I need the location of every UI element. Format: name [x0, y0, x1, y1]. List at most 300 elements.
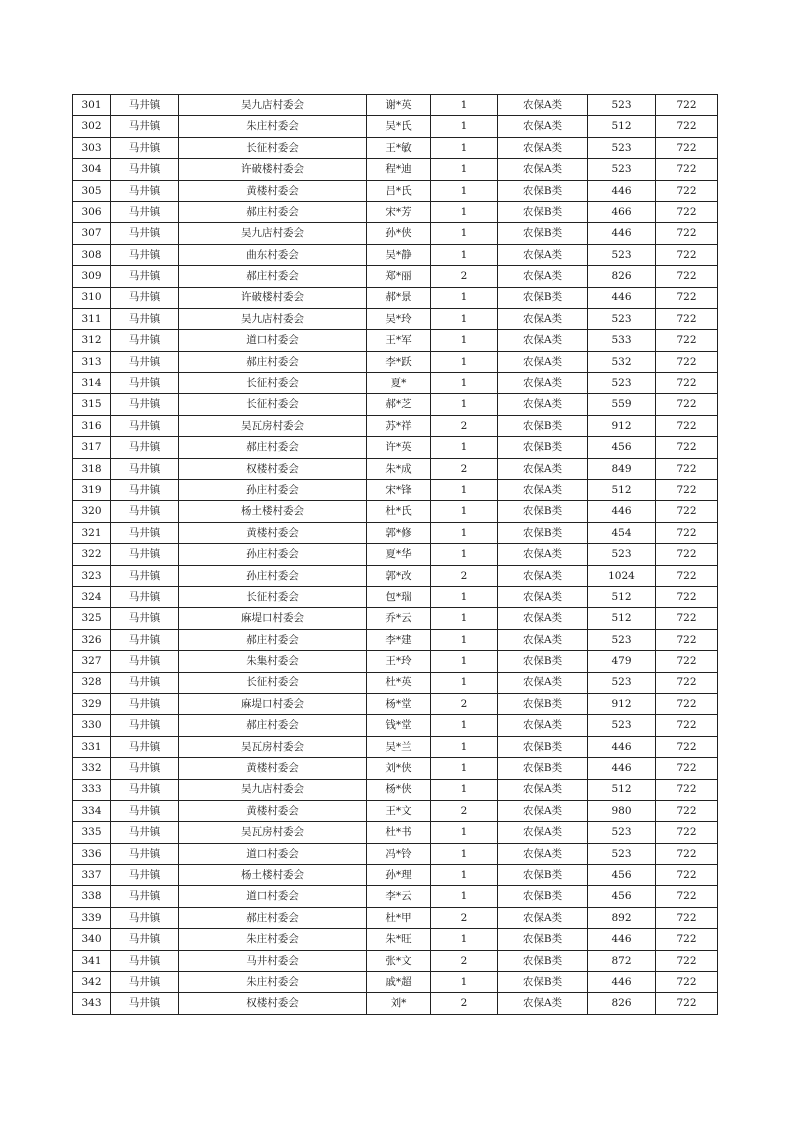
standard-cell: 722	[656, 972, 718, 993]
amount-cell: 446	[588, 223, 656, 244]
table-row	[73, 779, 718, 800]
insurance-category-cell: 农保A类	[498, 672, 588, 693]
town-cell: 马井镇	[111, 565, 179, 586]
amount-cell: 523	[588, 544, 656, 565]
household-count-cell: 1	[431, 201, 498, 222]
standard-cell: 722	[656, 116, 718, 137]
standard-cell: 722	[656, 501, 718, 522]
insurance-category-cell: 农保B类	[498, 950, 588, 971]
insurance-category-cell: 农保B类	[498, 886, 588, 907]
table-row	[73, 586, 718, 607]
town-cell: 马井镇	[111, 843, 179, 864]
row-number-cell: 320	[73, 501, 111, 522]
insurance-category-cell: 农保A类	[498, 843, 588, 864]
standard-cell: 722	[656, 693, 718, 714]
village-committee-cell: 长征村委会	[179, 586, 367, 607]
row-number-cell: 307	[73, 223, 111, 244]
amount-cell: 912	[588, 693, 656, 714]
row-number-cell: 334	[73, 800, 111, 821]
household-count-cell: 1	[431, 180, 498, 201]
row-number-cell: 309	[73, 266, 111, 287]
household-count-cell: 1	[431, 116, 498, 137]
household-count-cell: 2	[431, 565, 498, 586]
town-cell: 马井镇	[111, 651, 179, 672]
household-count-cell: 1	[431, 373, 498, 394]
village-committee-cell: 长征村委会	[179, 394, 367, 415]
village-committee-cell: 朱庄村委会	[179, 116, 367, 137]
table-row	[73, 865, 718, 886]
person-name-cell: 钱*堂	[367, 715, 431, 736]
row-number-cell: 319	[73, 480, 111, 501]
row-number-cell: 304	[73, 159, 111, 180]
standard-cell: 722	[656, 586, 718, 607]
insurance-category-cell: 农保A类	[498, 266, 588, 287]
village-committee-cell: 吴瓦房村委会	[179, 415, 367, 436]
village-committee-cell: 杨土楼村委会	[179, 501, 367, 522]
village-committee-cell: 朱庄村委会	[179, 972, 367, 993]
household-count-cell: 2	[431, 415, 498, 436]
row-number-cell: 336	[73, 843, 111, 864]
insurance-category-cell: 农保A类	[498, 779, 588, 800]
table-row	[73, 629, 718, 650]
town-cell: 马井镇	[111, 993, 179, 1014]
person-name-cell: 朱*成	[367, 458, 431, 479]
amount-cell: 559	[588, 394, 656, 415]
amount-cell: 980	[588, 800, 656, 821]
standard-cell: 722	[656, 886, 718, 907]
table-row	[73, 929, 718, 950]
town-cell: 马井镇	[111, 608, 179, 629]
insurance-category-cell: 农保A类	[498, 95, 588, 116]
household-count-cell: 2	[431, 907, 498, 928]
household-count-cell: 1	[431, 223, 498, 244]
village-committee-cell: 吴九店村委会	[179, 308, 367, 329]
town-cell: 马井镇	[111, 330, 179, 351]
village-committee-cell: 权楼村委会	[179, 993, 367, 1014]
amount-cell: 892	[588, 907, 656, 928]
household-count-cell: 1	[431, 95, 498, 116]
row-number-cell: 332	[73, 758, 111, 779]
insurance-category-cell: 农保B类	[498, 758, 588, 779]
village-committee-cell: 权楼村委会	[179, 458, 367, 479]
village-committee-cell: 许破楼村委会	[179, 287, 367, 308]
town-cell: 马井镇	[111, 351, 179, 372]
table-row	[73, 458, 718, 479]
table-row	[73, 950, 718, 971]
person-name-cell: 宋*芳	[367, 201, 431, 222]
town-cell: 马井镇	[111, 437, 179, 458]
standard-cell: 722	[656, 865, 718, 886]
town-cell: 马井镇	[111, 223, 179, 244]
row-number-cell: 340	[73, 929, 111, 950]
town-cell: 马井镇	[111, 137, 179, 158]
household-count-cell: 1	[431, 137, 498, 158]
household-count-cell: 1	[431, 244, 498, 265]
person-name-cell: 戚*超	[367, 972, 431, 993]
insurance-category-cell: 农保A类	[498, 800, 588, 821]
standard-cell: 722	[656, 201, 718, 222]
person-name-cell: 吴*静	[367, 244, 431, 265]
household-count-cell: 1	[431, 480, 498, 501]
amount-cell: 872	[588, 950, 656, 971]
table-row	[73, 843, 718, 864]
person-name-cell: 郭*改	[367, 565, 431, 586]
table-row	[73, 116, 718, 137]
standard-cell: 722	[656, 159, 718, 180]
amount-cell: 466	[588, 201, 656, 222]
person-name-cell: 杜*甲	[367, 907, 431, 928]
standard-cell: 722	[656, 758, 718, 779]
town-cell: 马井镇	[111, 800, 179, 821]
amount-cell: 446	[588, 287, 656, 308]
standard-cell: 722	[656, 480, 718, 501]
insurance-category-cell: 农保A类	[498, 458, 588, 479]
amount-cell: 523	[588, 672, 656, 693]
amount-cell: 512	[588, 116, 656, 137]
amount-cell: 446	[588, 180, 656, 201]
insurance-category-cell: 农保B类	[498, 651, 588, 672]
table-row	[73, 565, 718, 586]
village-committee-cell: 郝庄村委会	[179, 266, 367, 287]
village-committee-cell: 麻堤口村委会	[179, 693, 367, 714]
standard-cell: 722	[656, 651, 718, 672]
row-number-cell: 324	[73, 586, 111, 607]
village-committee-cell: 杨土楼村委会	[179, 865, 367, 886]
table-row	[73, 651, 718, 672]
household-count-cell: 1	[431, 437, 498, 458]
person-name-cell: 刘*	[367, 993, 431, 1014]
standard-cell: 722	[656, 800, 718, 821]
person-name-cell: 郑*丽	[367, 266, 431, 287]
insurance-category-cell: 农保A类	[498, 137, 588, 158]
amount-cell: 523	[588, 308, 656, 329]
insurance-category-cell: 农保A类	[498, 373, 588, 394]
household-count-cell: 1	[431, 651, 498, 672]
town-cell: 马井镇	[111, 95, 179, 116]
amount-cell: 912	[588, 415, 656, 436]
table-row	[73, 330, 718, 351]
amount-cell: 523	[588, 843, 656, 864]
village-committee-cell: 长征村委会	[179, 137, 367, 158]
household-count-cell: 1	[431, 330, 498, 351]
standard-cell: 722	[656, 95, 718, 116]
town-cell: 马井镇	[111, 972, 179, 993]
village-committee-cell: 曲东村委会	[179, 244, 367, 265]
town-cell: 马井镇	[111, 415, 179, 436]
table-row	[73, 159, 718, 180]
insurance-category-cell: 农保B类	[498, 522, 588, 543]
row-number-cell: 310	[73, 287, 111, 308]
amount-cell: 523	[588, 159, 656, 180]
standard-cell: 722	[656, 223, 718, 244]
row-number-cell: 323	[73, 565, 111, 586]
person-name-cell: 吴*玲	[367, 308, 431, 329]
insurance-category-cell: 农保A类	[498, 822, 588, 843]
standard-cell: 722	[656, 608, 718, 629]
row-number-cell: 338	[73, 886, 111, 907]
standard-cell: 722	[656, 287, 718, 308]
person-name-cell: 谢*英	[367, 95, 431, 116]
town-cell: 马井镇	[111, 865, 179, 886]
town-cell: 马井镇	[111, 201, 179, 222]
household-count-cell: 2	[431, 800, 498, 821]
person-name-cell: 李*建	[367, 629, 431, 650]
table-row	[73, 437, 718, 458]
person-name-cell: 郝*景	[367, 287, 431, 308]
person-name-cell: 郝*芝	[367, 394, 431, 415]
insurance-category-cell: 农保A类	[498, 715, 588, 736]
town-cell: 马井镇	[111, 929, 179, 950]
standard-cell: 722	[656, 993, 718, 1014]
village-committee-cell: 吴九店村委会	[179, 223, 367, 244]
person-name-cell: 程*迪	[367, 159, 431, 180]
person-name-cell: 杜*书	[367, 822, 431, 843]
row-number-cell: 312	[73, 330, 111, 351]
village-committee-cell: 黄楼村委会	[179, 522, 367, 543]
standard-cell: 722	[656, 565, 718, 586]
town-cell: 马井镇	[111, 950, 179, 971]
household-count-cell: 1	[431, 779, 498, 800]
table-row	[73, 137, 718, 158]
standard-cell: 722	[656, 458, 718, 479]
village-committee-cell: 朱集村委会	[179, 651, 367, 672]
row-number-cell: 331	[73, 736, 111, 757]
person-name-cell: 乔*云	[367, 608, 431, 629]
person-name-cell: 朱*旺	[367, 929, 431, 950]
row-number-cell: 327	[73, 651, 111, 672]
person-name-cell: 苏*祥	[367, 415, 431, 436]
person-name-cell: 吴*氏	[367, 116, 431, 137]
table-row	[73, 715, 718, 736]
person-name-cell: 杜*英	[367, 672, 431, 693]
table-row	[73, 993, 718, 1014]
standard-cell: 722	[656, 351, 718, 372]
household-count-cell: 1	[431, 972, 498, 993]
household-count-cell: 1	[431, 886, 498, 907]
town-cell: 马井镇	[111, 244, 179, 265]
household-count-cell: 2	[431, 993, 498, 1014]
household-count-cell: 1	[431, 544, 498, 565]
town-cell: 马井镇	[111, 159, 179, 180]
village-committee-cell: 马井村委会	[179, 950, 367, 971]
standard-cell: 722	[656, 629, 718, 650]
insurance-category-cell: 农保B类	[498, 929, 588, 950]
person-name-cell: 夏*	[367, 373, 431, 394]
table-row	[73, 608, 718, 629]
household-count-cell: 1	[431, 351, 498, 372]
person-name-cell: 李*云	[367, 886, 431, 907]
insurance-category-cell: 农保A类	[498, 586, 588, 607]
household-count-cell: 2	[431, 266, 498, 287]
village-committee-cell: 道口村委会	[179, 886, 367, 907]
household-count-cell: 1	[431, 608, 498, 629]
household-count-cell: 1	[431, 822, 498, 843]
row-number-cell: 322	[73, 544, 111, 565]
table-row	[73, 886, 718, 907]
amount-cell: 849	[588, 458, 656, 479]
town-cell: 马井镇	[111, 287, 179, 308]
town-cell: 马井镇	[111, 544, 179, 565]
standard-cell: 722	[656, 244, 718, 265]
amount-cell: 479	[588, 651, 656, 672]
amount-cell: 523	[588, 244, 656, 265]
table-row	[73, 480, 718, 501]
standard-cell: 722	[656, 137, 718, 158]
amount-cell: 1024	[588, 565, 656, 586]
row-number-cell: 326	[73, 629, 111, 650]
row-number-cell: 339	[73, 907, 111, 928]
insurance-category-cell: 农保B类	[498, 437, 588, 458]
amount-cell: 454	[588, 522, 656, 543]
person-name-cell: 刘*侠	[367, 758, 431, 779]
table-row	[73, 180, 718, 201]
row-number-cell: 316	[73, 415, 111, 436]
roster-table	[72, 94, 718, 1015]
table-row	[73, 373, 718, 394]
insurance-category-cell: 农保A类	[498, 244, 588, 265]
town-cell: 马井镇	[111, 736, 179, 757]
village-committee-cell: 道口村委会	[179, 843, 367, 864]
amount-cell: 523	[588, 137, 656, 158]
village-committee-cell: 长征村委会	[179, 373, 367, 394]
amount-cell: 456	[588, 865, 656, 886]
insurance-category-cell: 农保B类	[498, 201, 588, 222]
village-committee-cell: 道口村委会	[179, 330, 367, 351]
table-row	[73, 972, 718, 993]
row-number-cell: 311	[73, 308, 111, 329]
table-row	[73, 308, 718, 329]
table-row	[73, 758, 718, 779]
insurance-category-cell: 农保A类	[498, 993, 588, 1014]
row-number-cell: 314	[73, 373, 111, 394]
row-number-cell: 315	[73, 394, 111, 415]
amount-cell: 512	[588, 608, 656, 629]
village-committee-cell: 郝庄村委会	[179, 201, 367, 222]
table-row	[73, 244, 718, 265]
table-row	[73, 522, 718, 543]
amount-cell: 523	[588, 373, 656, 394]
village-committee-cell: 郝庄村委会	[179, 715, 367, 736]
standard-cell: 722	[656, 394, 718, 415]
village-committee-cell: 吴九店村委会	[179, 779, 367, 800]
person-name-cell: 夏*华	[367, 544, 431, 565]
town-cell: 马井镇	[111, 672, 179, 693]
household-count-cell: 1	[431, 394, 498, 415]
amount-cell: 456	[588, 437, 656, 458]
amount-cell: 512	[588, 779, 656, 800]
standard-cell: 722	[656, 437, 718, 458]
amount-cell: 456	[588, 886, 656, 907]
village-committee-cell: 郝庄村委会	[179, 907, 367, 928]
insurance-category-cell: 农保B类	[498, 972, 588, 993]
village-committee-cell: 朱庄村委会	[179, 929, 367, 950]
amount-cell: 523	[588, 95, 656, 116]
standard-cell: 722	[656, 522, 718, 543]
standard-cell: 722	[656, 843, 718, 864]
amount-cell: 826	[588, 993, 656, 1014]
row-number-cell: 301	[73, 95, 111, 116]
town-cell: 马井镇	[111, 779, 179, 800]
standard-cell: 722	[656, 373, 718, 394]
row-number-cell: 321	[73, 522, 111, 543]
amount-cell: 512	[588, 586, 656, 607]
table-row	[73, 266, 718, 287]
person-name-cell: 杨*堂	[367, 693, 431, 714]
row-number-cell: 343	[73, 993, 111, 1014]
amount-cell: 446	[588, 929, 656, 950]
amount-cell: 512	[588, 480, 656, 501]
town-cell: 马井镇	[111, 501, 179, 522]
standard-cell: 722	[656, 308, 718, 329]
standard-cell: 722	[656, 907, 718, 928]
table-row	[73, 287, 718, 308]
village-committee-cell: 孙庄村委会	[179, 544, 367, 565]
person-name-cell: 王*玲	[367, 651, 431, 672]
household-count-cell: 1	[431, 308, 498, 329]
household-count-cell: 1	[431, 522, 498, 543]
person-name-cell: 包*瑞	[367, 586, 431, 607]
town-cell: 马井镇	[111, 715, 179, 736]
household-count-cell: 1	[431, 865, 498, 886]
household-count-cell: 1	[431, 501, 498, 522]
table-row	[73, 672, 718, 693]
village-committee-cell: 黄楼村委会	[179, 800, 367, 821]
insurance-category-cell: 农保A类	[498, 330, 588, 351]
amount-cell: 532	[588, 351, 656, 372]
insurance-category-cell: 农保B类	[498, 415, 588, 436]
row-number-cell: 328	[73, 672, 111, 693]
town-cell: 马井镇	[111, 458, 179, 479]
amount-cell: 523	[588, 822, 656, 843]
insurance-category-cell: 农保A类	[498, 394, 588, 415]
amount-cell: 446	[588, 501, 656, 522]
town-cell: 马井镇	[111, 373, 179, 394]
amount-cell: 446	[588, 758, 656, 779]
row-number-cell: 318	[73, 458, 111, 479]
table-row	[73, 501, 718, 522]
village-committee-cell: 黄楼村委会	[179, 180, 367, 201]
insurance-category-cell: 农保B类	[498, 865, 588, 886]
standard-cell: 722	[656, 266, 718, 287]
standard-cell: 722	[656, 544, 718, 565]
standard-cell: 722	[656, 672, 718, 693]
village-committee-cell: 麻堤口村委会	[179, 608, 367, 629]
table-row	[73, 693, 718, 714]
row-number-cell: 303	[73, 137, 111, 158]
person-name-cell: 李*跃	[367, 351, 431, 372]
village-committee-cell: 郝庄村委会	[179, 437, 367, 458]
table-row	[73, 95, 718, 116]
town-cell: 马井镇	[111, 886, 179, 907]
household-count-cell: 1	[431, 586, 498, 607]
insurance-category-cell: 农保A类	[498, 565, 588, 586]
row-number-cell: 325	[73, 608, 111, 629]
table-row	[73, 394, 718, 415]
person-name-cell: 杜*氏	[367, 501, 431, 522]
standard-cell: 722	[656, 180, 718, 201]
household-count-cell: 2	[431, 458, 498, 479]
person-name-cell: 冯*铃	[367, 843, 431, 864]
town-cell: 马井镇	[111, 180, 179, 201]
town-cell: 马井镇	[111, 394, 179, 415]
household-count-cell: 2	[431, 950, 498, 971]
row-number-cell: 302	[73, 116, 111, 137]
table-row	[73, 544, 718, 565]
town-cell: 马井镇	[111, 822, 179, 843]
village-committee-cell: 长征村委会	[179, 672, 367, 693]
household-count-cell: 1	[431, 159, 498, 180]
table-row	[73, 201, 718, 222]
